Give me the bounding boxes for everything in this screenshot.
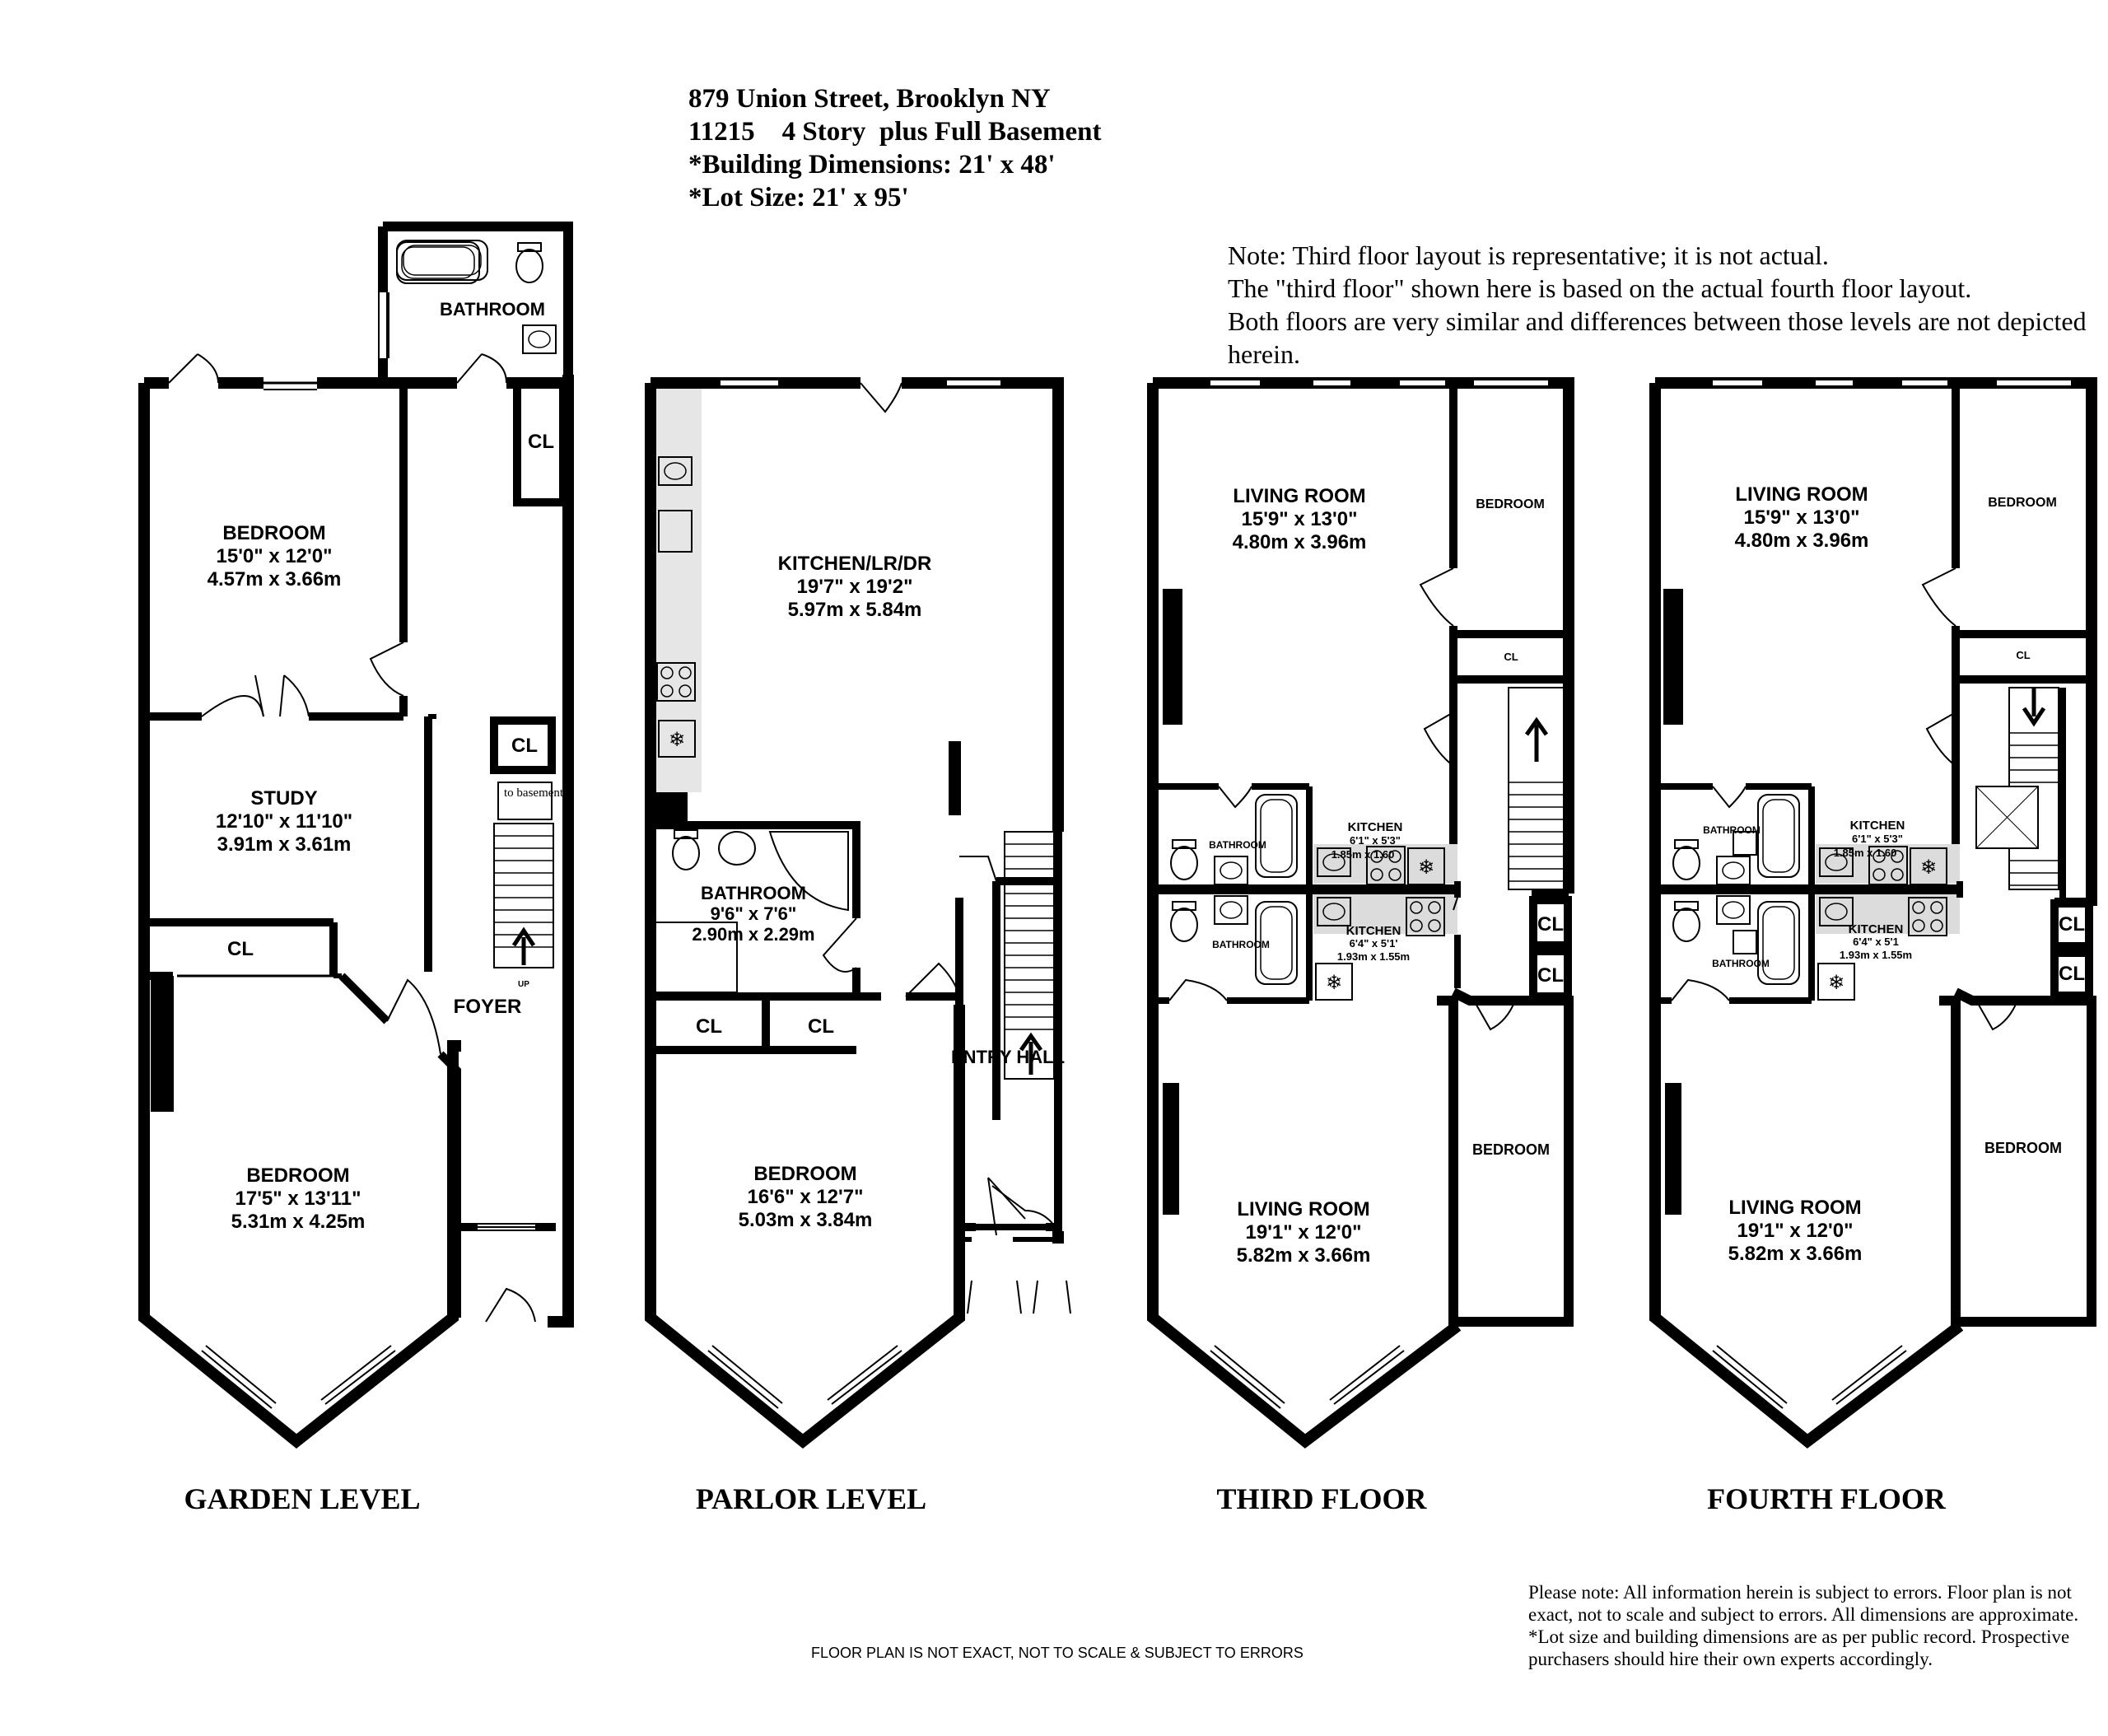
third-bathroom-label: BATHROOM — [1212, 939, 1270, 950]
note-line: Note: Third floor layout is representative; it is not actual. — [1228, 240, 1829, 270]
fourth-living-front-m: 5.82m x 3.66m — [1728, 1243, 1863, 1265]
garden-level-plan — [144, 226, 568, 1441]
third-living-front-label: LIVING ROOM — [1237, 1198, 1370, 1220]
parlor-closet-label: CL — [808, 1015, 834, 1038]
third-closet-label: CL — [1537, 964, 1564, 987]
fourth-kitchen-a-ft: 6'1" x 5'3" — [1852, 833, 1903, 845]
fourth-bathroom-label: BATHROOM — [1712, 958, 1770, 969]
third-living-rear-m: 4.80m x 3.96m — [1232, 531, 1367, 553]
fourth-kitchen-a-m: 1.85m x 1.60 — [1833, 847, 1897, 859]
fourth-living-rear-label: LIVING ROOM — [1735, 483, 1868, 506]
third-kitchen-a-label: KITCHEN — [1347, 820, 1403, 834]
third-living-rear-ft: 15'9" x 13'0" — [1241, 508, 1358, 530]
third-kitchen-a-m: 1.85m x 1.60 — [1331, 848, 1395, 861]
legal-disclaimer: Please note: All information herein is subject to errors. Floor plan is not exact, not to scale and subject to errors. All dimensions are approximate. *Lot size and building dimensions are as per public record. Prospective purchasers should hire their own experts accordingly. — [1528, 1582, 2079, 1669]
garden-bedroom-rear-label: BEDROOM — [222, 522, 326, 544]
parlor-bedroom-m: 5.03m x 3.84m — [738, 1209, 873, 1231]
third-kitchen-b-label: KITCHEN — [1345, 924, 1401, 938]
third-living-front-m: 5.82m x 3.66m — [1236, 1244, 1371, 1267]
parlor-closet-label: CL — [696, 1015, 722, 1038]
garden-bedroom-front-label: BEDROOM — [246, 1164, 350, 1187]
fourth-floor-title: FOURTH FLOOR — [1707, 1482, 1946, 1515]
garden-study-m: 3.91m x 3.61m — [217, 833, 352, 856]
parlor-kitchen-ft: 19'7" x 19'2" — [796, 576, 913, 598]
parlor-bathroom-ft: 9'6" x 7'6" — [710, 903, 797, 924]
fourth-kitchen-b-label: KITCHEN — [1848, 922, 1904, 936]
third-kitchen-a-ft: 6'1" x 5'3" — [1350, 834, 1401, 847]
garden-stair-note: to basement — [504, 786, 564, 800]
fourth-living-front-ft: 19'1" x 12'0" — [1737, 1220, 1854, 1242]
fourth-floor-plan — [1655, 380, 2092, 1441]
garden-study-label: STUDY — [250, 787, 318, 810]
note-line: The "third floor" shown here is based on the actual fourth floor layout. — [1228, 273, 1972, 303]
parlor-kitchen-m: 5.97m x 5.84m — [787, 599, 922, 621]
third-floor-title: THIRD FLOOR — [1216, 1482, 1427, 1515]
third-bedroom-rear-label: BEDROOM — [1476, 497, 1545, 511]
garden-up-label: UP — [518, 980, 529, 989]
fourth-living-rear-m: 4.80m x 3.96m — [1734, 530, 1869, 552]
garden-level-title: GARDEN LEVEL — [184, 1482, 421, 1515]
fourth-closet-label: CL — [2016, 649, 2031, 661]
garden-bedroom-front-ft: 17'5" x 13'11" — [235, 1188, 361, 1210]
lot-size: *Lot Size: 21' x 95' — [688, 183, 909, 212]
parlor-level-title: PARLOR LEVEL — [695, 1482, 927, 1515]
fourth-bedroom-rear-label: BEDROOM — [1988, 496, 2057, 510]
parlor-bedroom-ft: 16'6" x 12'7" — [747, 1186, 864, 1208]
garden-closet-label: CL — [227, 938, 254, 960]
third-living-front-ft: 19'1" x 12'0" — [1245, 1221, 1362, 1244]
fourth-closet-label: CL — [2059, 963, 2085, 985]
garden-bedroom-front-m: 5.31m x 4.25m — [231, 1211, 366, 1233]
building-dimensions: *Building Dimensions: 21' x 48' — [688, 150, 1056, 180]
fourth-kitchen-b-ft: 6'4" x 5'1 — [1853, 936, 1899, 948]
garden-bedroom-rear-ft: 15'0" x 12'0" — [216, 545, 333, 567]
fourth-kitchen-b-m: 1.93m x 1.55m — [1839, 949, 1913, 961]
third-bedroom-front-label: BEDROOM — [1472, 1141, 1550, 1158]
parlor-bathroom-m: 2.90m x 2.29m — [692, 924, 815, 945]
zip-stories-line: 11215 4 Story plus Full Basement — [688, 117, 1102, 147]
fourth-living-rear-ft: 15'9" x 13'0" — [1743, 506, 1860, 529]
garden-foyer-label: FOYER — [453, 996, 522, 1018]
parlor-bathroom-label: BATHROOM — [701, 883, 806, 903]
fourth-bathroom-label: BATHROOM — [1703, 824, 1761, 836]
fourth-bedroom-front-label: BEDROOM — [1984, 1140, 2062, 1156]
garden-study-ft: 12'10" x 11'10" — [215, 810, 353, 833]
garden-bedroom-rear-m: 4.57m x 3.66m — [207, 568, 342, 590]
third-kitchen-b-ft: 6'4" x 5'1' — [1349, 937, 1398, 950]
address-line: 879 Union Street, Brooklyn NY — [688, 84, 1051, 114]
fourth-closet-label: CL — [2059, 913, 2085, 936]
parlor-bedroom-label: BEDROOM — [753, 1163, 857, 1185]
fourth-living-front-label: LIVING ROOM — [1728, 1197, 1862, 1219]
garden-closet-label: CL — [511, 735, 538, 757]
third-living-rear-label: LIVING ROOM — [1233, 485, 1366, 507]
footer-disclaimer: FLOOR PLAN IS NOT EXACT, NOT TO SCALE & SUBJECT TO ERRORS — [811, 1645, 1304, 1661]
garden-bathroom-label: BATHROOM — [440, 299, 545, 320]
third-closet-label: CL — [1537, 913, 1564, 936]
parlor-kitchen-label: KITCHEN/LR/DR — [777, 553, 932, 575]
note-line: Both floors are very similar and differences between those levels are not depicted herein. — [1228, 306, 2087, 369]
fourth-kitchen-a-label: KITCHEN — [1849, 819, 1905, 833]
garden-closet-label: CL — [528, 431, 554, 453]
third-kitchen-b-m: 1.93m x 1.55m — [1336, 950, 1411, 963]
third-closet-label: CL — [1504, 651, 1518, 663]
parlor-entry-hall-label: ENTRY HALL — [950, 1047, 1066, 1067]
third-bathroom-label: BATHROOM — [1209, 839, 1266, 851]
floor-plans: ❄ BATHROOM BEDROOM 15'0" x 12'0" 4.57m x 3.66m STUDY 12'10" x 11'10" 3.91m x 3.61m CL CL CL to basement UP FOYER BEDROOM 17'5" x 13'11" 5.31m x 4.25m GARDEN LEVEL KITCHEN/LR/DR 19'7" x 19'2" 5.97m x 5.84m BATHROOM 9'6" x 7'6" 2.90m x 2.29m CL CL ENTRY HALL BEDROOM 16'6" x 12'7" 5.03m x 3.84m PARLOR LEVEL LIVING ROOM 15'9" x 13'0" 4.80m x 3.96m BEDROOM CL BATHROOM BATHROOM KITCHEN 6'1" x 5'3" 1.85m x 1.60 KITCHEN 6'4" x 5'1' 1.93m x 1.55m CL CL BEDROOM LIVING ROOM 19'1" x 12'0" 5.82m x 3.66m THIRD FLOOR LIVING ROOM 15'9" x 13'0" 4.80m x 3.96m BEDROOM CL BATHROOM BATHROOM KITCHEN 6'1" x 5'3" 1.85m x 1.60 KITCHEN 6'4" x 5'1 1.93m x 1.55m CL CL BEDROOM LIVING ROOM 19'1" x 12'0" 5.82m x 3.66m FOURTH FLOOR — [0, 0, 2108, 1736]
